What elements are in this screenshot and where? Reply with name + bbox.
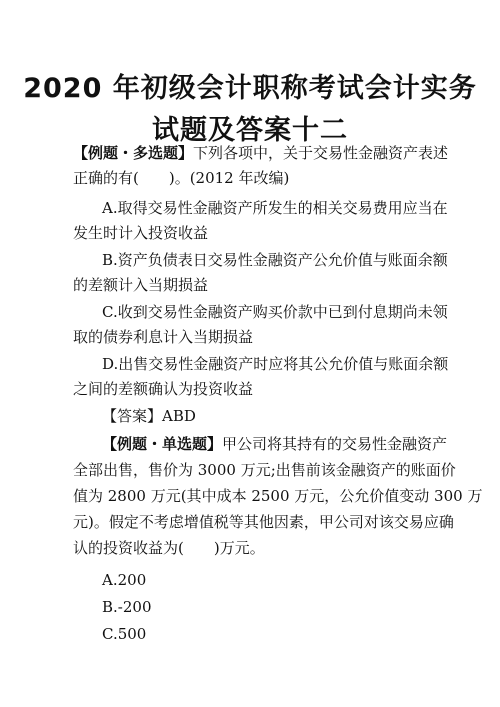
question-1-option-c-line-2: 取的债券利息计入当期损益 (73, 328, 254, 346)
question-1-option-b-line-1: B.资产负债表日交易性金融资产公允价值与账面余额 (102, 251, 448, 269)
question-2-stem-line-2: 全部出售，售价为 3000 万元;出售前该金融资产的账面价 (73, 461, 456, 479)
page-title-line-1: 2020 年初级会计职称考试会计实务 (23, 73, 477, 104)
question-1-answer: 【答案】ABD (102, 407, 196, 425)
question-2-stem-line-4: 元)。假定不考虑增值税等其他因素，甲公司对该交易应确 (73, 513, 454, 531)
question-2-option-b: B.-200 (102, 598, 152, 616)
question-1-stem-text: 下列各项中，关于交易性金融资产表述 (193, 144, 449, 162)
question-1-option-a-line-2: 发生时计入投资收益 (73, 224, 209, 242)
question-1-option-a-line-1: A.取得交易性金融资产所发生的相关交易费用应当在 (102, 199, 448, 217)
question-1-option-b-line-2: 的差额计入当期损益 (73, 276, 209, 294)
question-1-option-c-line-1: C.收到交易性金融资产购买价款中已到付息期尚未领 (102, 303, 448, 321)
question-2-stem-line-5: 认的投资收益为( )万元。 (73, 539, 265, 557)
question-1-option-d-line-2: 之间的差额确认为投资收益 (73, 380, 254, 398)
question-1-option-d-line-1: D.出售交易性金融资产时应将其公允价值与账面余额 (102, 355, 449, 373)
question-1-tag: 【例题・多选题】 (73, 144, 194, 162)
question-2-tag: 【例题・单选题】 (102, 435, 223, 453)
page-title-line-2: 试题及答案十二 (152, 115, 348, 146)
question-2-option-a: A.200 (102, 571, 147, 589)
question-2-stem-line-3: 值为 2800 万元(其中成本 2500 万元，公允价值变动 300 万 (73, 487, 483, 505)
question-2-stem-text: 甲公司将其持有的交易性金融资产 (222, 435, 448, 453)
question-1-stem-line-2: 正确的有( )。(2012 年改编) (73, 169, 290, 187)
question-2-stem-line-1 (102, 434, 447, 454)
question-1-stem-line-1 (73, 143, 448, 163)
question-2-option-c: C.500 (102, 625, 147, 643)
